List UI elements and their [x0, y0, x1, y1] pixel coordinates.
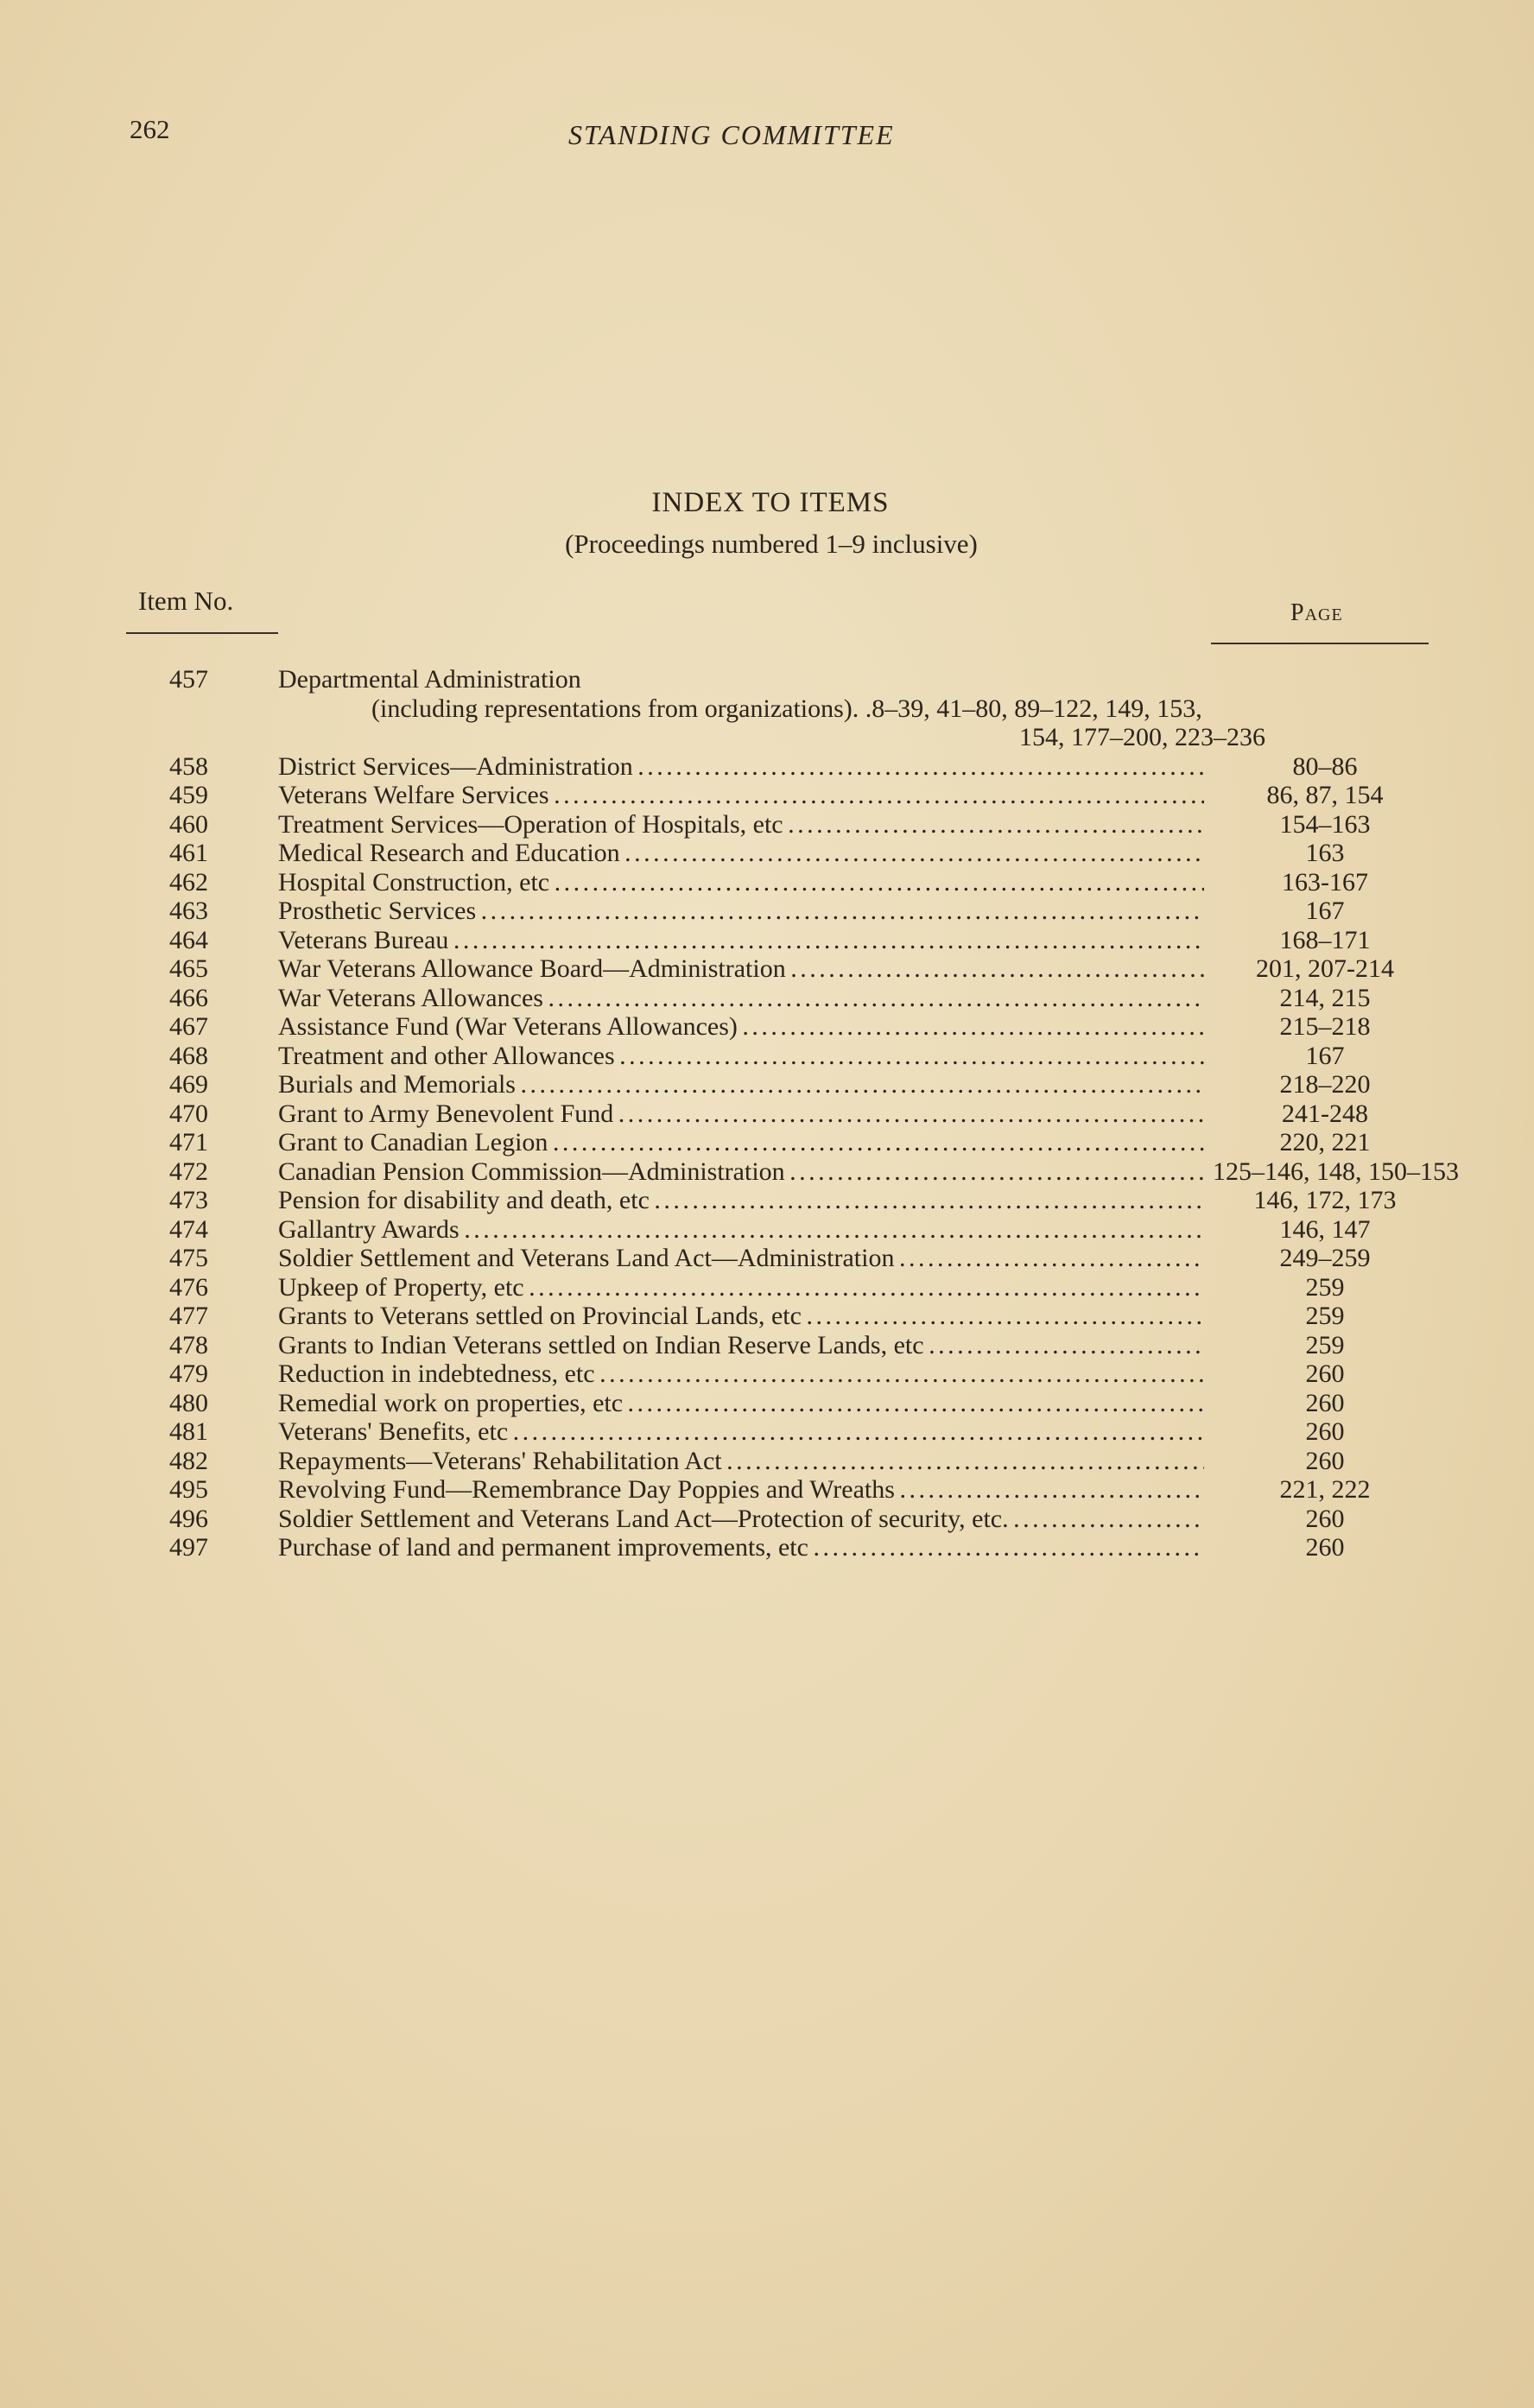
index-row: [0, 810, 1534, 840]
item-description: Remedial work on properties, etc . . .: [278, 1389, 1204, 1418]
index-row: [0, 1157, 1534, 1187]
index-row: [0, 1533, 1534, 1562]
item-description: Departmental Administration: [278, 665, 581, 694]
item-description: Veterans' Benefits, etc . . .: [278, 1417, 1204, 1447]
item-description: Grant to Army Benevolent Fund . . .: [278, 1099, 1204, 1129]
item-pages: 259: [1305, 1330, 1345, 1359]
index-row: [0, 1417, 1534, 1447]
item-number: 462: [169, 867, 208, 897]
index-entries: [0, 752, 1534, 1562]
item-description: Revolving Fund—Remembrance Day Poppies and Wreaths . . .: [278, 1475, 1204, 1505]
index-row-first-pages: [0, 723, 1534, 752]
page-number: 262: [130, 114, 170, 144]
index-row: [0, 1273, 1534, 1302]
item-number: 495: [169, 1475, 208, 1504]
item-pages: 215–218: [1279, 1012, 1371, 1041]
index-title: INDEX TO ITEMS: [651, 487, 890, 518]
item-pages-continuation: 154, 177–200, 223–236: [1019, 723, 1265, 751]
item-description-continuation: (including representations from organizations). .8–39, 41–80, 89–122, 149, 153,: [371, 694, 1202, 723]
item-pages: 201, 207-214: [1256, 954, 1394, 983]
item-description: Assistance Fund (War Veterans Allowances) . . .: [278, 1012, 1204, 1042]
item-number: 473: [169, 1186, 208, 1214]
index-row: [0, 1244, 1534, 1273]
item-number: 469: [169, 1070, 208, 1099]
item-number: 481: [169, 1417, 208, 1446]
item-pages: 168–171: [1279, 925, 1371, 954]
item-description: Canadian Pension Commission—Administration . . .: [278, 1157, 1204, 1187]
item-pages: 146, 172, 173: [1253, 1186, 1397, 1214]
index-row: [0, 926, 1534, 955]
item-pages: 260: [1305, 1446, 1345, 1475]
index-row: [0, 1215, 1534, 1245]
item-description: Treatment Services—Operation of Hospitals, etc . . .: [278, 810, 1204, 840]
index-row: [0, 1186, 1534, 1215]
index-row: [0, 1099, 1534, 1129]
item-number: 471: [169, 1128, 208, 1156]
item-pages: 220, 221: [1279, 1128, 1371, 1156]
index-row: [0, 1505, 1534, 1534]
item-number: 467: [169, 1012, 208, 1041]
item-pages: 163: [1305, 839, 1345, 867]
index-row: [0, 1042, 1534, 1071]
item-pages: 241-248: [1282, 1099, 1368, 1128]
index-row: [0, 954, 1534, 984]
running-head: STANDING COMMITTEE: [568, 119, 895, 150]
item-number: 497: [169, 1533, 208, 1562]
item-pages: 167: [1305, 1041, 1345, 1070]
page-column-header: Page: [1290, 599, 1343, 626]
item-number: 459: [169, 781, 208, 809]
item-description: Veterans Bureau . . .: [278, 926, 1204, 955]
item-description: Prosthetic Services . . .: [278, 897, 1204, 926]
item-column-rule: [126, 632, 278, 634]
item-number: 477: [169, 1302, 208, 1330]
item-number: 457: [169, 665, 208, 694]
item-number: 475: [169, 1244, 208, 1272]
index-row: [0, 1475, 1534, 1505]
item-number: 476: [169, 1272, 208, 1302]
index-row: [0, 1331, 1534, 1360]
item-pages: 259: [1305, 1272, 1345, 1302]
index-row: [0, 984, 1534, 1013]
item-number: 465: [169, 954, 208, 983]
item-pages: 125–146, 148, 150–153: [1213, 1156, 1459, 1186]
item-pages: 259: [1305, 1302, 1345, 1330]
item-description: Gallantry Awards . . .: [278, 1215, 1204, 1245]
item-description: Upkeep of Property, etc . . .: [278, 1273, 1204, 1302]
item-description: Medical Research and Education . . .: [278, 839, 1204, 868]
item-description: District Services—Administration . . .: [278, 752, 1204, 782]
item-pages: 260: [1305, 1504, 1345, 1533]
item-pages: 260: [1305, 1388, 1345, 1417]
item-number: 496: [169, 1504, 208, 1533]
item-description: Grant to Canadian Legion . . .: [278, 1128, 1204, 1157]
item-description: War Veterans Allowance Board—Administration . . .: [278, 954, 1204, 984]
index-row: [0, 868, 1534, 897]
item-number: 460: [169, 809, 208, 839]
item-description: War Veterans Allowances . . .: [278, 984, 1204, 1013]
item-pages: 167: [1305, 897, 1345, 925]
index-row: [0, 1447, 1534, 1476]
index-row: [0, 752, 1534, 782]
item-number: 479: [169, 1359, 208, 1388]
item-number: 472: [169, 1156, 208, 1186]
item-pages: 163-167: [1282, 867, 1368, 897]
item-description: Purchase of land and permanent improvements, etc . . .: [278, 1533, 1204, 1562]
item-pages: 80–86: [1292, 751, 1358, 781]
item-number: 478: [169, 1330, 208, 1359]
index-row: [0, 1389, 1534, 1418]
item-number: 482: [169, 1446, 208, 1475]
index-row-first-continuation: [0, 694, 1534, 724]
item-number: 470: [169, 1099, 208, 1128]
index-row: [0, 897, 1534, 926]
item-description: Soldier Settlement and Veterans Land Act—Protection of security, etc. . . .: [278, 1505, 1204, 1534]
item-pages: 221, 222: [1279, 1475, 1371, 1504]
index-row: [0, 1070, 1534, 1099]
item-pages: 249–259: [1279, 1244, 1371, 1272]
item-number: 464: [169, 925, 208, 954]
index-row: [0, 1012, 1534, 1042]
page-column-rule: [1211, 643, 1429, 644]
item-number: 466: [169, 983, 208, 1012]
index-row: [0, 781, 1534, 810]
item-description: Treatment and other Allowances . . .: [278, 1042, 1204, 1071]
item-pages: 146, 147: [1279, 1214, 1371, 1244]
item-number-column-header: Item No.: [138, 586, 234, 616]
item-description: Pension for disability and death, etc . . .: [278, 1186, 1204, 1215]
item-number: 458: [169, 751, 208, 781]
item-pages: 218–220: [1279, 1070, 1371, 1099]
item-pages: 260: [1305, 1417, 1345, 1446]
item-description: Reduction in indebtedness, etc . . .: [278, 1359, 1204, 1389]
item-description: Soldier Settlement and Veterans Land Act—Administration . . .: [278, 1244, 1204, 1273]
item-description: Grants to Veterans settled on Provincial Lands, etc . . .: [278, 1302, 1204, 1331]
item-number: 480: [169, 1388, 208, 1417]
item-description: Grants to Indian Veterans settled on Indian Reserve Lands, etc . . .: [278, 1331, 1204, 1360]
index-row: [0, 839, 1534, 868]
item-description: Burials and Memorials . . .: [278, 1070, 1204, 1099]
item-description: Veterans Welfare Services . . .: [278, 781, 1204, 810]
item-pages: 214, 215: [1279, 983, 1371, 1012]
item-pages: 260: [1305, 1359, 1345, 1388]
item-number: 461: [169, 839, 208, 867]
item-pages: 154–163: [1279, 809, 1371, 839]
item-number: 474: [169, 1214, 208, 1244]
item-number: 463: [169, 897, 208, 925]
index-subtitle: (Proceedings numbered 1–9 inclusive): [565, 529, 978, 559]
index-row: [0, 1302, 1534, 1331]
item-number: 468: [169, 1041, 208, 1070]
index-row: [0, 1359, 1534, 1389]
index-row-first: [0, 665, 1534, 694]
item-description: Repayments—Veterans' Rehabilitation Act . . .: [278, 1447, 1204, 1476]
item-description: Hospital Construction, etc . . .: [278, 868, 1204, 897]
index-table: [0, 665, 1534, 1562]
item-pages: 260: [1305, 1533, 1345, 1562]
index-row: [0, 1128, 1534, 1157]
item-pages: 86, 87, 154: [1266, 781, 1384, 809]
